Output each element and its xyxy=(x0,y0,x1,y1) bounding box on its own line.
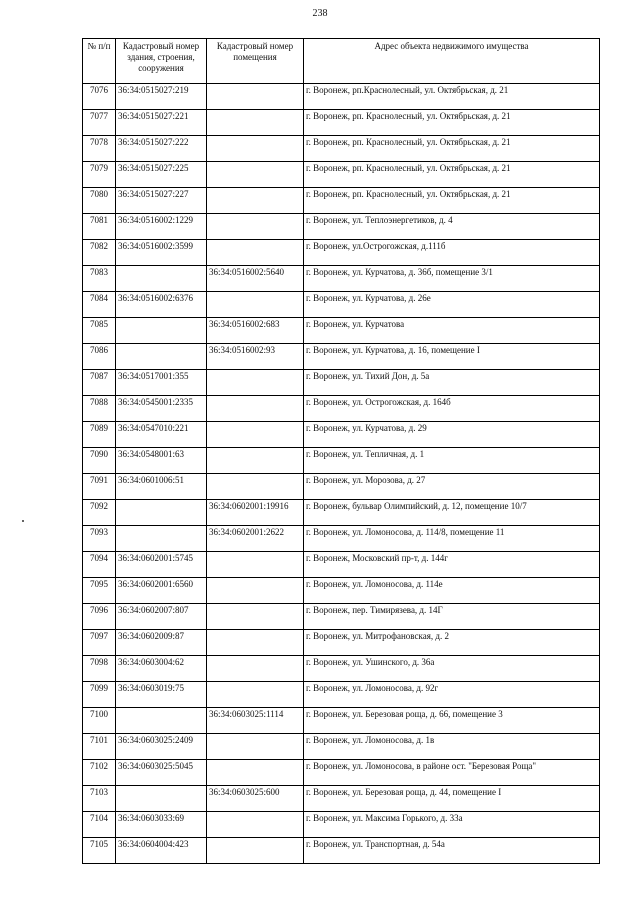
cell-address: г. Воронеж, ул. Березовая роща, д. 66, помещение 3 xyxy=(304,708,600,734)
cell-num: 7079 xyxy=(83,162,116,188)
cell-num: 7105 xyxy=(83,838,116,864)
cell-building-cadastral xyxy=(116,318,207,344)
table-row xyxy=(83,630,600,656)
table-row xyxy=(83,578,600,604)
cell-address: г. Воронеж, ул. Ломоносова, д. 92г xyxy=(304,682,600,708)
cell-address: г. Воронеж, ул. Митрофановская, д. 2 xyxy=(304,630,600,656)
cell-building-cadastral: 36:34:0603004:62 xyxy=(116,656,207,682)
header-building-cadastral: Кадастровый номер здания, строения, сооружения xyxy=(116,39,207,84)
table-row xyxy=(83,760,600,786)
cell-address: г. Воронеж, бульвар Олимпийский, д. 12, помещение 10/7 xyxy=(304,500,600,526)
table-row xyxy=(83,552,600,578)
cell-num: 7096 xyxy=(83,604,116,630)
cell-num: 7077 xyxy=(83,110,116,136)
cell-address: г. Воронеж, ул. Курчатова, д. 26е xyxy=(304,292,600,318)
table-row xyxy=(83,318,600,344)
cell-premises-cadastral xyxy=(207,578,304,604)
cell-premises-cadastral xyxy=(207,84,304,110)
cell-num: 7090 xyxy=(83,448,116,474)
cell-premises-cadastral: 36:34:0603025:600 xyxy=(207,786,304,812)
cell-premises-cadastral xyxy=(207,240,304,266)
page-number: 238 xyxy=(312,8,328,19)
cell-premises-cadastral xyxy=(207,136,304,162)
cell-premises-cadastral xyxy=(207,552,304,578)
table-row xyxy=(83,396,600,422)
table-row xyxy=(83,240,600,266)
cell-building-cadastral: 36:34:0602007:807 xyxy=(116,604,207,630)
cell-building-cadastral: 36:34:0604004:423 xyxy=(116,838,207,864)
cell-building-cadastral xyxy=(116,708,207,734)
cell-num: 7100 xyxy=(83,708,116,734)
cell-building-cadastral: 36:34:0515027:221 xyxy=(116,110,207,136)
cell-address: г. Воронеж, рп. Краснолесный, ул. Октябрьская, д. 21 xyxy=(304,110,600,136)
cell-num: 7098 xyxy=(83,656,116,682)
table-row xyxy=(83,188,600,214)
header-num: № п/п xyxy=(83,39,116,84)
table-row xyxy=(83,266,600,292)
cell-address: г. Воронеж, ул. Транспортная, д. 54а xyxy=(304,838,600,864)
cell-num: 7093 xyxy=(83,526,116,552)
cell-num: 7076 xyxy=(83,84,116,110)
cell-building-cadastral: 36:34:0545001:2335 xyxy=(116,396,207,422)
cell-num: 7095 xyxy=(83,578,116,604)
table-row xyxy=(83,656,600,682)
cell-building-cadastral: 36:34:0603025:5045 xyxy=(116,760,207,786)
cell-num: 7089 xyxy=(83,422,116,448)
cell-num: 7097 xyxy=(83,630,116,656)
cell-premises-cadastral xyxy=(207,474,304,500)
table-row xyxy=(83,370,600,396)
cell-premises-cadastral xyxy=(207,760,304,786)
cell-address: г. Воронеж, ул. Ломоносова, д. 114/8, помещение 11 xyxy=(304,526,600,552)
cell-premises-cadastral xyxy=(207,838,304,864)
cell-premises-cadastral xyxy=(207,370,304,396)
cell-num: 7081 xyxy=(83,214,116,240)
cell-building-cadastral: 36:34:0516002:6376 xyxy=(116,292,207,318)
cell-building-cadastral: 36:34:0516002:1229 xyxy=(116,214,207,240)
table-row xyxy=(83,812,600,838)
cell-premises-cadastral: 36:34:0516002:5640 xyxy=(207,266,304,292)
cell-building-cadastral: 36:34:0601006:51 xyxy=(116,474,207,500)
cell-premises-cadastral xyxy=(207,188,304,214)
cell-address: г. Воронеж, ул. Тепличная, д. 1 xyxy=(304,448,600,474)
cell-premises-cadastral xyxy=(207,396,304,422)
cell-building-cadastral: 36:34:0602009:87 xyxy=(116,630,207,656)
table-row xyxy=(83,526,600,552)
table-row xyxy=(83,604,600,630)
cell-premises-cadastral: 36:34:0602001:2622 xyxy=(207,526,304,552)
cell-building-cadastral: 36:34:0548001:63 xyxy=(116,448,207,474)
cell-premises-cadastral xyxy=(207,812,304,838)
cell-address: г. Воронеж, ул. Максима Горького, д. 33а xyxy=(304,812,600,838)
table-body xyxy=(83,84,600,864)
cell-premises-cadastral xyxy=(207,214,304,240)
cell-premises-cadastral xyxy=(207,682,304,708)
cell-building-cadastral xyxy=(116,500,207,526)
table-row xyxy=(83,214,600,240)
cell-building-cadastral: 36:34:0515027:222 xyxy=(116,136,207,162)
table-header-row xyxy=(83,39,600,84)
cell-building-cadastral xyxy=(116,266,207,292)
cell-premises-cadastral: 36:34:0516002:93 xyxy=(207,344,304,370)
cell-num: 7082 xyxy=(83,240,116,266)
cell-building-cadastral xyxy=(116,526,207,552)
cell-address: г. Воронеж, ул. Курчатова, д. 16, помещение I xyxy=(304,344,600,370)
cell-address: г. Воронеж, рп. Краснолесный, ул. Октябрьская, д. 21 xyxy=(304,136,600,162)
cell-address: г. Воронеж, рп.Краснолесный, ул. Октябрьская, д. 21 xyxy=(304,84,600,110)
cell-num: 7086 xyxy=(83,344,116,370)
stray-mark xyxy=(22,520,24,522)
cell-building-cadastral: 36:34:0515027:225 xyxy=(116,162,207,188)
cell-address: г. Воронеж, ул. Морозова, д. 27 xyxy=(304,474,600,500)
cell-num: 7099 xyxy=(83,682,116,708)
table-row xyxy=(83,474,600,500)
cell-num: 7091 xyxy=(83,474,116,500)
cell-address: г. Воронеж, ул. Курчатова, д. 29 xyxy=(304,422,600,448)
header-address: Адрес объекта недвижимого имущества xyxy=(304,39,600,84)
table-row xyxy=(83,162,600,188)
cell-building-cadastral: 36:34:0547010:221 xyxy=(116,422,207,448)
table-row xyxy=(83,422,600,448)
cell-address: г. Воронеж, ул. Курчатова, д. 36б, помещение 3/1 xyxy=(304,266,600,292)
table-row xyxy=(83,110,600,136)
cell-num: 7094 xyxy=(83,552,116,578)
table-row xyxy=(83,136,600,162)
cell-num: 7104 xyxy=(83,812,116,838)
table-row xyxy=(83,292,600,318)
cell-address: г. Воронеж, Московский пр-т, д. 144г xyxy=(304,552,600,578)
cell-premises-cadastral xyxy=(207,656,304,682)
cell-building-cadastral xyxy=(116,786,207,812)
table-row xyxy=(83,448,600,474)
cell-address: г. Воронеж, ул. Теплоэнергетиков, д. 4 xyxy=(304,214,600,240)
cell-premises-cadastral xyxy=(207,162,304,188)
cell-premises-cadastral: 36:34:0602001:19916 xyxy=(207,500,304,526)
cell-address: г. Воронеж, ул. Ломоносова, в районе ост. "Березовая Роща" xyxy=(304,760,600,786)
cell-building-cadastral: 36:34:0515027:227 xyxy=(116,188,207,214)
cell-building-cadastral: 36:34:0602001:5745 xyxy=(116,552,207,578)
cell-address: г. Воронеж, ул. Ломоносова, д. 114е xyxy=(304,578,600,604)
cell-building-cadastral: 36:34:0517001:355 xyxy=(116,370,207,396)
cell-num: 7102 xyxy=(83,760,116,786)
cell-building-cadastral xyxy=(116,344,207,370)
property-registry-table xyxy=(82,38,600,864)
cell-address: г. Воронеж, ул. Острогожская, д. 164б xyxy=(304,396,600,422)
cell-building-cadastral: 36:34:0602001:6560 xyxy=(116,578,207,604)
cell-num: 7101 xyxy=(83,734,116,760)
cell-building-cadastral: 36:34:0603025:2409 xyxy=(116,734,207,760)
cell-address: г. Воронеж, ул.Острогожская, д.111б xyxy=(304,240,600,266)
table-row xyxy=(83,682,600,708)
cell-num: 7078 xyxy=(83,136,116,162)
table-row xyxy=(83,708,600,734)
cell-premises-cadastral xyxy=(207,422,304,448)
cell-premises-cadastral: 36:34:0516002:683 xyxy=(207,318,304,344)
cell-premises-cadastral xyxy=(207,630,304,656)
table-row xyxy=(83,344,600,370)
cell-address: г. Воронеж, ул. Курчатова xyxy=(304,318,600,344)
cell-num: 7103 xyxy=(83,786,116,812)
cell-building-cadastral: 36:34:0603019:75 xyxy=(116,682,207,708)
cell-building-cadastral: 36:34:0515027:219 xyxy=(116,84,207,110)
cell-address: г. Воронеж, ул. Ушинского, д. 36а xyxy=(304,656,600,682)
cell-num: 7083 xyxy=(83,266,116,292)
table-row xyxy=(83,500,600,526)
cell-address: г. Воронеж, ул. Березовая роща, д. 44, помещение I xyxy=(304,786,600,812)
table-row xyxy=(83,786,600,812)
table-row xyxy=(83,84,600,110)
cell-premises-cadastral xyxy=(207,448,304,474)
cell-premises-cadastral xyxy=(207,734,304,760)
cell-address: г. Воронеж, рп. Краснолесный, ул. Октябрьская, д. 21 xyxy=(304,162,600,188)
cell-num: 7092 xyxy=(83,500,116,526)
cell-num: 7087 xyxy=(83,370,116,396)
cell-address: г. Воронеж, ул. Ломоносова, д. 1в xyxy=(304,734,600,760)
cell-address: г. Воронеж, рп. Краснолесный, ул. Октябрьская, д. 21 xyxy=(304,188,600,214)
table-row xyxy=(83,734,600,760)
cell-premises-cadastral xyxy=(207,604,304,630)
cell-building-cadastral: 36:34:0516002:3599 xyxy=(116,240,207,266)
header-premises-cadastral: Кадастровый номер помещения xyxy=(207,39,304,84)
cell-building-cadastral: 36:34:0603033:69 xyxy=(116,812,207,838)
cell-premises-cadastral xyxy=(207,110,304,136)
cell-num: 7088 xyxy=(83,396,116,422)
cell-num: 7085 xyxy=(83,318,116,344)
table-row xyxy=(83,838,600,864)
cell-num: 7080 xyxy=(83,188,116,214)
cell-premises-cadastral xyxy=(207,292,304,318)
cell-address: г. Воронеж, ул. Тихий Дон, д. 5а xyxy=(304,370,600,396)
cell-address: г. Воронеж, пер. Тимирязева, д. 14Г xyxy=(304,604,600,630)
cell-num: 7084 xyxy=(83,292,116,318)
cell-premises-cadastral: 36:34:0603025:1114 xyxy=(207,708,304,734)
